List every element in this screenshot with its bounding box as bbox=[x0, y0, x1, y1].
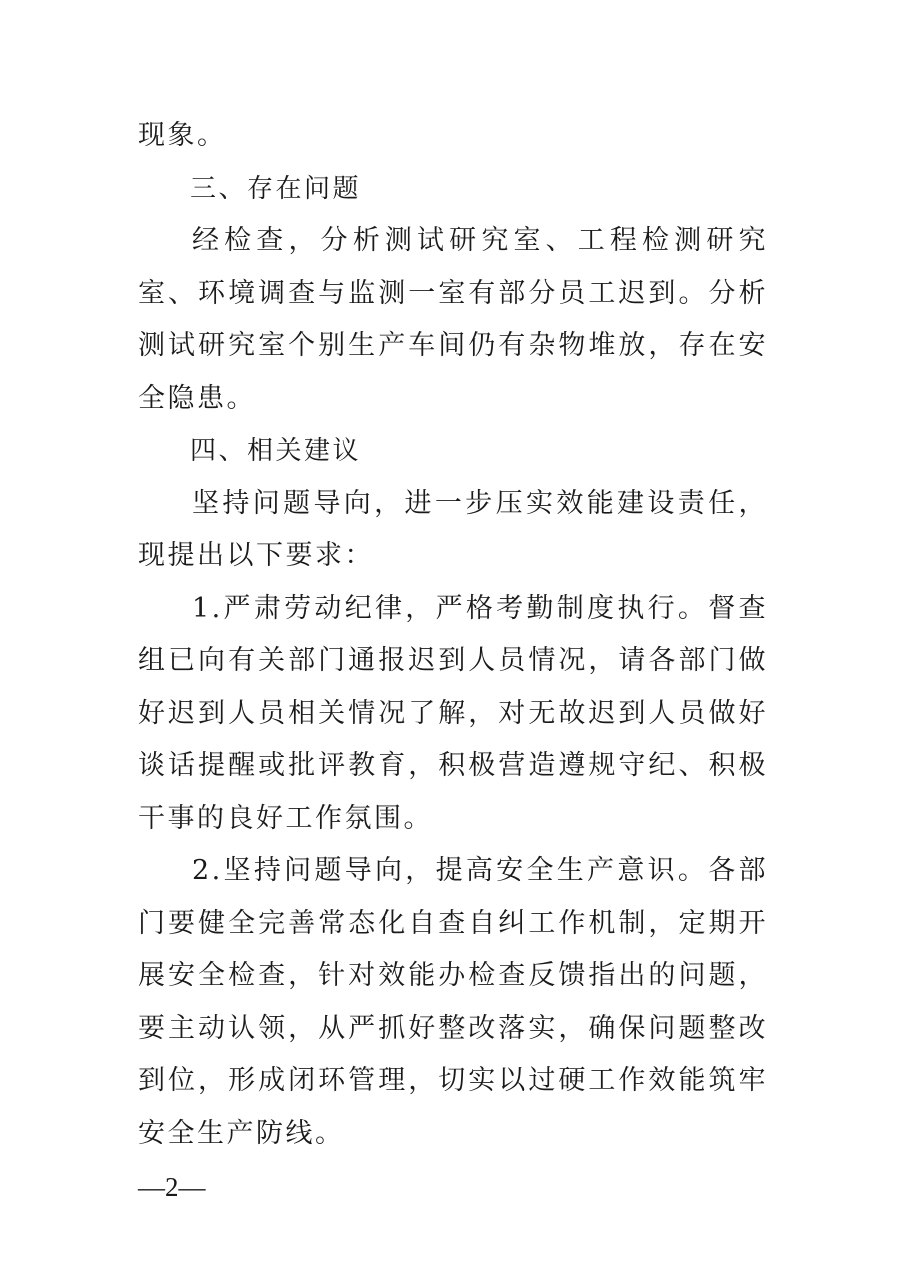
suggestions-intro-paragraph: 坚持问题导向，进一步压实效能建设责任，现提出以下要求： bbox=[138, 487, 768, 571]
problems-paragraph: 经检查，分析测试研究室、工程检测研究室、环境调查与监测一室有部分员工迟到。分析测试研究室个别生产车间仍有杂物堆放，存在安全隐患。 bbox=[138, 225, 768, 414]
suggestion-item-2: 2.坚持问题导向，提高安全生产意识。各部门要健全完善常态化自查自纠工作机制，定期开展安全检查，针对效能办检查反馈指出的问题，要主动认领，从严抓好整改落实，确保问题整改到位，形成闭环管理，切实以过硬工作效能筑牢安全生产防线。 bbox=[138, 855, 768, 1149]
section-heading-suggestions: 四、相关建议 bbox=[190, 436, 362, 466]
continuation-paragraph: 现象。 bbox=[138, 120, 227, 151]
suggestion-item-1: 1.严肃劳动纪律，严格考勤制度执行。督查组已向有关部门通报迟到人员情况，请各部门做好迟到人员相关情况了解，对无故迟到人员做好谈话提醒或批评教育，积极营造遵规守纪、积极干事的良好工作氛围。 bbox=[138, 592, 768, 834]
page-number: —2— bbox=[138, 1172, 206, 1202]
document-body bbox=[138, 110, 768, 1160]
section-heading-problems: 三、存在问题 bbox=[190, 173, 362, 204]
